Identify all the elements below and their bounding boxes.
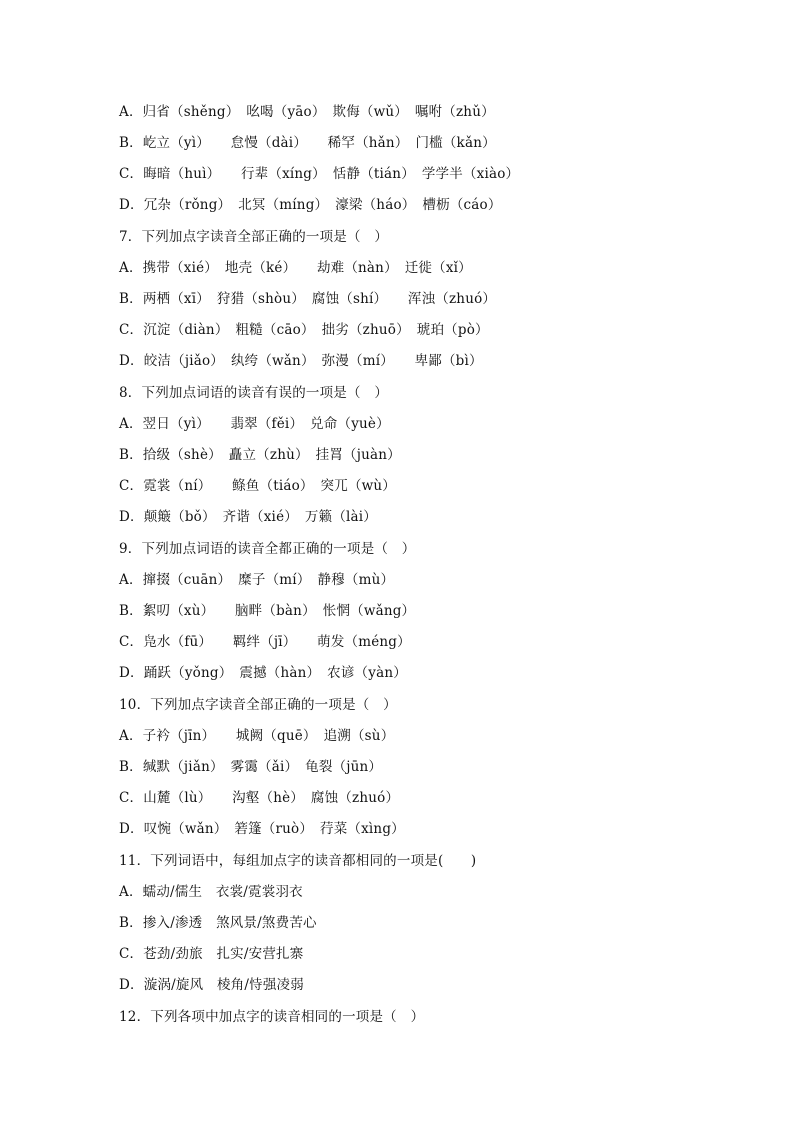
option-b-q9: B．絮叨（xù） 脑畔（bàn） 怅惘（wǎng） — [119, 603, 416, 619]
option-c-q11: C．苍劲/劲旅 扎实/安营扎寨 — [119, 946, 304, 962]
option-b-q10: B．缄默（jiǎn） 雾霭（ǎi） 龟裂（jūn） — [119, 759, 383, 775]
option-b-q7: B．两栖（xī） 狩猎（shòu） 腐蚀（shí） 浑浊（zhuó） — [119, 291, 497, 307]
option-d-q8: D．颠簸（bǒ） 齐谐（xié） 万籁（lài） — [119, 509, 377, 525]
option-c-q9: C．凫水（fū） 羁绊（jī） 萌发（méng） — [119, 634, 411, 650]
option-a-q9: A．撺掇（cuān） 糜子（mí） 静穆（mù） — [119, 572, 395, 588]
option-b-q6: B．屹立（yì） 怠慢（dài） 稀罕（hǎn） 门槛（kǎn） — [119, 135, 496, 151]
option-a-q11: A．蠕动/儒生 衣裳/霓裳羽衣 — [119, 884, 303, 900]
option-b-q11: B．掺入/渗透 煞风景/煞费苦心 — [119, 915, 317, 931]
option-d-q9: D．踊跃（yǒng） 震撼（hàn） 农谚（yàn） — [119, 665, 407, 681]
option-c-q7: C．沉淀（diàn） 粗糙（cāo） 拙劣（zhuō） 琥珀（pò） — [119, 322, 489, 338]
question-11: 11．下列词语中，每组加点字的读音都相同的一项是( ) — [119, 853, 477, 869]
option-b-q8: B．拾级（shè） 矗立（zhù） 挂罥（juàn） — [119, 447, 401, 463]
option-d-q10: D．叹惋（wǎn） 箬篷（ruò） 荇菜（xìng） — [119, 821, 405, 837]
question-7: 7．下列加点字读音全部正确的一项是（ ） — [119, 229, 389, 245]
option-d-q6: D．冗杂（rǒng） 北冥（míng） 濠梁（háo） 槽枥（cáo） — [119, 197, 502, 213]
question-9: 9．下列加点词语的读音全都正确的一项是（ ） — [119, 541, 416, 557]
option-d-q11: D．漩涡/旋风 棱角/恃强凌弱 — [119, 977, 304, 993]
option-c-q6: C．晦暗（huì） 行辈（xíng） 恬静（tián） 学学半（xiào） — [119, 166, 520, 182]
option-c-q8: C．霓裳（ní） 鲦鱼（tiáo） 突兀（wù） — [119, 478, 397, 494]
question-10: 10．下列加点字读音全部正确的一项是（ ） — [119, 697, 397, 713]
option-c-q10: C．山麓（lù） 沟壑（hè） 腐蚀（zhuó） — [119, 790, 400, 806]
question-12: 12．下列各项中加点字的读音相同的一项是（ ） — [119, 1009, 425, 1025]
option-a-q10: A．子衿（jīn） 城阙（quē） 追溯（sù） — [119, 728, 395, 744]
option-a-q6: A．归省（shěng） 吆喝（yāo） 欺侮（wǔ） 嘱咐（zhǔ） — [119, 104, 495, 120]
question-8: 8．下列加点词语的读音有误的一项是（ ） — [119, 385, 389, 401]
option-d-q7: D．皎洁（jiǎo） 纨绔（wǎn） 弥漫（mí） 卑鄙（bì） — [119, 353, 483, 369]
option-a-q7: A．携带（xié） 地壳（ké） 劫难（nàn） 迁徙（xǐ） — [119, 260, 472, 276]
option-a-q8: A．翌日（yì） 翡翠（fěi） 兑命（yuè） — [119, 416, 390, 432]
